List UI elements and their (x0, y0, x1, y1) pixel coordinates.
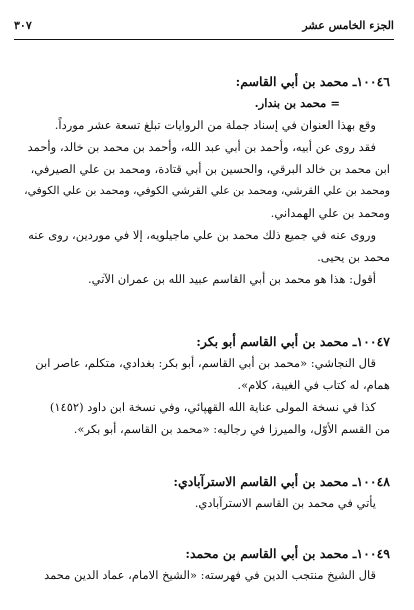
entry-10048 (20, 472, 390, 514)
entry-10049 (20, 544, 390, 586)
entry-text: كذا في نسخة المولى عناية الله القهپائي، وفي نسخة ابن داود (١٤٥٢) (49, 400, 376, 414)
entry-text: وقع بهذا العنوان في إسناد جملة من الروايات تبلغ تسعة عشر مورداً. (54, 118, 376, 132)
entry-note: أقول: هذا هو محمد بن أبي القاسم عبيد الله بن عمران الآتي. (87, 272, 376, 286)
page-number: ٣٠٧ (14, 18, 32, 32)
entry-text: قال الشيخ منتجب الدين في فهرسته: «الشيخ الامام، عماد الدين محمد (44, 568, 376, 582)
entry-text: قال النجاشي: «محمد بن أبي القاسم، أبو بكر: بغدادي، متكلم، عاصر ابن (35, 356, 376, 370)
entry-text: من القسم الأوّل، والميرزا في رجاليه: «محمد بن القاسم، أبو بكر». (73, 422, 390, 436)
entry-title: ١٠٠٤٨ـ محمد بن أبي القاسم الاسترآبادي: (173, 474, 390, 489)
entry-text: محمد بن يحيى. (317, 250, 390, 264)
header-rule (14, 39, 394, 40)
entry-title: ١٠٠٤٧ـ محمد بن أبي القاسم أبو بكر: (196, 334, 390, 349)
entry-10046 (20, 72, 390, 290)
cross-reference: = محمد بن بندار. (254, 96, 340, 110)
entry-text: وروى عنه في جميع ذلك محمد بن علي ماجيلويه، إلا في موردين، روى عنه (28, 228, 376, 242)
entry-text: همام، له كتاب في الغيبة، كلام». (237, 378, 390, 392)
entry-text: يأتي في محمد بن القاسم الاسترآبادي. (194, 496, 376, 510)
entry-10047 (20, 332, 390, 440)
entry-text: ومحمد بن علي الهمداني. (270, 206, 390, 220)
entry-text: ومحمد بن علي القرشي، ومحمد بن علي القرشي الكوفي، ومحمد بن علي الكوفي، (24, 184, 390, 197)
entry-text: فقد روى عن أبيه، وأحمد بن أبي عبد الله، وأحمد بن محمد بن خالد، وأحمد (27, 140, 376, 154)
running-title: الجزء الخامس عشر (302, 18, 394, 32)
entry-title: ١٠٠٤٦ـ محمد بن أبي القاسم: (235, 74, 390, 89)
entry-text: ابن محمد بن خالد البرقي، والحسين بن أبي قتادة، ومحمد بن علي الصيرفي، (30, 162, 390, 176)
entry-title: ١٠٠٤٩ـ محمد بن أبي القاسم بن محمد: (185, 546, 390, 561)
page-header (14, 15, 394, 35)
